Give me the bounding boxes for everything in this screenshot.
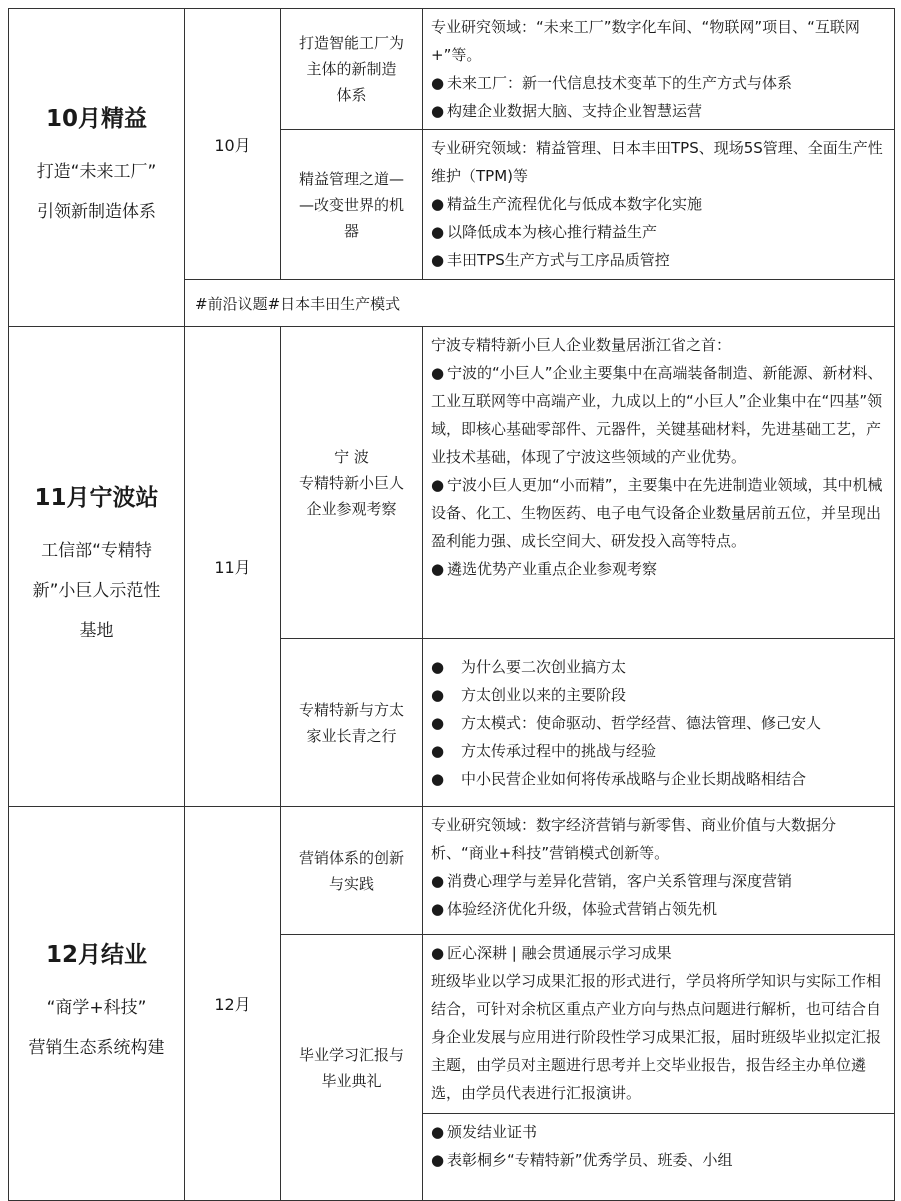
list-item: ● 宁波的“小巨人”企业主要集中在高端装备制造、新能源、新材料、工业互联网等中高端产业，九成以上的“小巨人”企业集中在“四基”领域，即核心基础零部件、元器件，关键基础材料，先进基础工艺，产业技术基础，体现了宁波这些领域的产业优势。	[431, 364, 883, 466]
detail-cell: 宁波专精特新小巨人企业数量居浙江省之首： ● 宁波的“小巨人”企业主要集中在高端装备制造、新能源、新材料、工业互联网等中高端产业，九成以上的“小巨人”企业集中在“四基”领域，即核心基础零部件、元器件，关键基础材料，先进基础工艺，产业技术基础，体现了宁波这些领域的产业优势。 ● 宁波小巨人更加“小而精”，主要集中在先进制造业领域，其中机械设备、化工、生物医药、电子电气设备企业数量居前五位，并呈现出盈利能力强、成长空间大、研发投入高等特点。 ● 遴选优势产业重点企业参观考察	[423, 327, 895, 639]
theme-subtitle: “商学+科技”	[46, 997, 147, 1018]
table-row	[9, 9, 895, 130]
theme-subtitle: 基地	[79, 620, 114, 641]
list-item: ● 宁波小巨人更加“小而精”，主要集中在先进制造业领域，其中机械设备、化工、生物医药、电子电气设备企业数量居前五位，并呈现出盈利能力强、成长空间大、研发投入高等特点。	[431, 476, 883, 550]
theme-title: 10月精益	[45, 105, 147, 132]
table-row	[9, 807, 895, 935]
month-cell: 10月	[185, 9, 281, 280]
detail-cell: ● 匠心深耕 | 融会贯通展示学习成果 班级毕业以学习成果汇报的形式进行，学员将所学知识与实际工作相结合，可针对余杭区重点产业方向与热点问题进行解析，也可结合自身企业发展与应用进行阶段性学习成果汇报，届时班级毕业拟定汇报主题，由学员对主题进行思考并上交毕业报告，报告经主办单位遴选，由学员代表进行汇报演讲。 ● 颁发结业证书 ● 表彰桐乡“专精特新”优秀学员、班委、小组	[423, 935, 895, 1201]
list-item: ● 方太创业以来的主要阶段	[431, 685, 627, 704]
theme-subtitle: 营销生态系统构建	[28, 1037, 165, 1058]
theme-title: 11月宁波站	[34, 484, 159, 511]
list-item: ● 未来工厂：新一代信息技术变革下的生产方式与体系	[431, 74, 793, 92]
theme-title: 12月结业	[45, 941, 147, 968]
theme-subtitle: 打造“未来工厂”	[36, 161, 157, 182]
list-item: ● 方太传承过程中的挑战与经验	[431, 741, 657, 760]
theme-subtitle: 引领新制造体系	[37, 201, 156, 222]
list-item: ● 丰田TPS生产方式与工序品质管控	[431, 251, 670, 269]
theme-cell-dec	[9, 807, 185, 1201]
month-cell: 11月	[185, 327, 281, 807]
detail-cell: 专业研究领域：精益管理、日本丰田TPS、现场5S管理、全面生产性维护（TPM)等 ● 精益生产流程优化与低成本数字化实施 ● 以降低成本为核心推行精益生产 ● 丰田TPS生产方式与工序品质管控	[423, 130, 895, 280]
detail-cell: 专业研究领域：“未来工厂”数字化车间、“物联网”项目、“互联网+”等。 ● 未来工厂：新一代信息技术变革下的生产方式与体系 ● 构建企业数据大脑、支持企业智慧运营	[423, 9, 895, 130]
detail-cell	[423, 639, 895, 807]
list-item: ● 体验经济优化升级，体验式营销占领先机	[431, 900, 718, 918]
list-item: ● 遴选优势产业重点企业参观考察	[431, 560, 658, 578]
list-item: ● 中小民营企业如何将传承战略与企业长期战略相结合	[431, 769, 807, 788]
theme-subtitle: 新”小巨人示范性	[32, 580, 161, 601]
topic-cell: 毕业学习汇报与 毕业典礼	[281, 935, 423, 1201]
theme-cell-nov	[9, 327, 185, 807]
topic-cell: 营销体系的创新 与实践	[281, 807, 423, 935]
topic-cell: 宁 波 专精特新小巨人 企业参观考察	[281, 327, 423, 639]
topic-cell: 专精特新与方太 家业长青之行	[281, 639, 423, 807]
list-item: ● 颁发结业证书	[431, 1123, 538, 1141]
month-cell: 12月	[185, 807, 281, 1201]
detail-cell: 专业研究领域：数字经济营销与新零售、商业价值与大数据分析、“商业+科技”营销模式创新等。 ● 消费心理学与差异化营销，客户关系管理与深度营销 ● 体验经济优化升级，体验式营销占领先机	[423, 807, 895, 935]
list-item: ● 为什么要二次创业搞方太	[431, 657, 627, 676]
list-item: ● 以降低成本为核心推行精益生产	[431, 223, 658, 241]
theme-subtitle: 工信部“专精特	[41, 540, 152, 561]
list-item: ● 精益生产流程优化与低成本数字化实施	[431, 195, 703, 213]
list-item: ● 构建企业数据大脑、支持企业智慧运营	[431, 102, 703, 120]
topic-cell: 精益管理之道— —改变世界的机 器	[281, 130, 423, 280]
table-row	[9, 327, 895, 639]
list-item: ● 消费心理学与差异化营销，客户关系管理与深度营销	[431, 872, 793, 890]
schedule-table	[8, 8, 895, 1201]
list-item: ● 表彰桐乡“专精特新”优秀学员、班委、小组	[431, 1151, 733, 1169]
topic-cell: 打造智能工厂为 主体的新制造 体系	[281, 9, 423, 130]
tag-cell: #前沿议题#日本丰田生产模式	[185, 280, 895, 327]
list-item: ● 匠心深耕 | 融会贯通展示学习成果	[431, 944, 672, 962]
list-item: ● 方太模式：使命驱动、哲学经营、德法管理、修己安人	[431, 713, 822, 732]
theme-cell-oct	[9, 9, 185, 327]
